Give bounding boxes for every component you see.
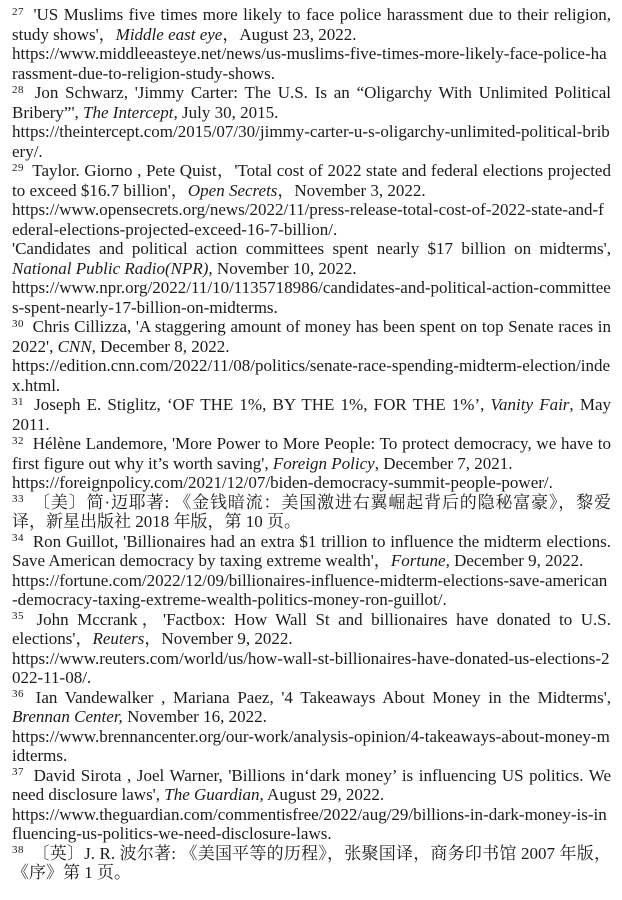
footnote-number: 29: [12, 161, 24, 174]
footnote-34: [12, 532, 611, 610]
footnote-29: [12, 161, 611, 239]
footnote-number: 37: [12, 766, 24, 778]
footnote-number: 32: [12, 434, 24, 447]
footnote-38: [12, 844, 611, 883]
footnote-text: Chris Cillizza, 'A staggering amount of money has been spent on top Senate races in 2022',: [12, 317, 611, 356]
footnote-text: ，November 3, 2022.: [277, 180, 426, 200]
footnote-text: November 10, 2022.: [212, 258, 357, 278]
footnote-url: https://www.reuters.com/world/us/how-wall-st-billionaires-have-donated-us-elections-2022-11-08/.: [12, 648, 610, 687]
footnote-32: [12, 434, 611, 493]
footnote-number: 28: [12, 83, 24, 96]
footnote-url: https://www.npr.org/2022/11/10/1135718986/candidates-and-political-action-committees-spent-nearly-17-billion-on-midterms.: [12, 278, 611, 317]
footnote-text: Jon Schwarz, 'Jimmy Carter: The U.S. Is an “Oligarchy With Unlimited Political Bribery”',: [12, 83, 612, 122]
footnote-33: [12, 493, 611, 532]
footnote-text: David Sirota , Joel Warner, 'Billions in‘dark money’ is influencing US politics. We need disclosure laws',: [12, 765, 611, 804]
work-title: Open Secrets: [187, 180, 278, 200]
footnote-text: July 30, 2015.: [177, 102, 279, 122]
footnote-text: August 29, 2022.: [263, 785, 385, 804]
footnote-text: Joseph E. Stiglitz, ‘OF THE 1%, BY THE 1%, FOR THE 1%’,: [34, 395, 491, 414]
work-title: CNN: [57, 336, 92, 356]
footnote-number: 33: [12, 493, 24, 505]
footnote-url: https://foreignpolicy.com/2021/12/07/biden-democracy-summit-people-power/.: [12, 473, 553, 492]
footnote-text: Taylor. Giorno , Pete Quist，'Total cost of 2022 state and federal elections projected to exceed $16.7 billion'，: [12, 161, 611, 200]
footnote-text: 'Candidates and political action committees spent nearly $17 billion on midterms',: [12, 239, 611, 258]
work-title: Reuters: [92, 629, 145, 648]
work-title: The Intercept,: [83, 102, 178, 122]
footnote-entry-3: [12, 239, 611, 317]
footnote-text: Ron Guillot, 'Billionaires had an extra $1 trillion to influence the midterm elections. Save American democracy by taxing extreme wealth'，: [12, 531, 611, 570]
work-title: Brennan Center,: [12, 707, 123, 726]
footnote-35: [12, 610, 611, 688]
footnote-url: https://www.brennancenter.org/our-work/analysis-opinion/4-takeaways-about-money-midterms.: [12, 726, 610, 765]
footnote-text: ，August 23, 2022.: [222, 24, 357, 44]
footnote-text: Ian Vandewalker , Mariana Paez, '4 Takeaways About Money in the Midterms',: [35, 687, 612, 707]
footnote-30: [12, 317, 611, 395]
work-title: Foreign Policy: [272, 453, 375, 473]
footnote-url: https://www.theguardian.com/commentisfree/2022/aug/29/billions-in-dark-money-is-influencing-us-politics-we-need-disclosure-laws.: [12, 804, 607, 843]
footnote-url: https://edition.cnn.com/2022/11/08/politics/senate-race-spending-midterm-election/index.html.: [12, 356, 610, 395]
footnote-text: ，November 9, 2022.: [144, 629, 293, 648]
footnote-text: Hélène Landemore, 'More Power to More People: To protect democracy, we have to first figure out why it’s worth saving',: [12, 434, 612, 473]
work-title: Middle east eye: [115, 24, 223, 44]
footnote-27: [12, 5, 611, 83]
footnote-url: https://www.opensecrets.org/news/2022/11/press-release-total-cost-of-2022-state-and-federal-elections-projected-exceed-16-7-billion/.: [12, 200, 604, 239]
footnote-text: , December 8, 2022.: [91, 336, 230, 356]
footnote-28: [12, 83, 611, 161]
footnote-text: , May 2011.: [12, 395, 612, 434]
footnote-number: 35: [12, 610, 24, 622]
work-title: The Guardian,: [164, 785, 264, 804]
footnote-text: November 16, 2022.: [122, 707, 267, 726]
footnote-number: 34: [12, 532, 24, 544]
footnote-number: 38: [12, 844, 24, 856]
footnote-text: , December 7, 2021.: [374, 453, 513, 473]
footnote-37: [12, 766, 611, 844]
footnote-url: https://www.middleeasteye.net/news/us-muslims-five-times-more-likely-face-police-harassment-due-to-religion-study-shows.: [12, 44, 607, 83]
work-title: Vanity Fair: [490, 395, 570, 414]
work-title: National Public Radio(NPR),: [12, 258, 213, 278]
footnote-36: [12, 688, 611, 766]
footnote-number: 36: [12, 688, 24, 700]
footnote-list: [12, 5, 611, 883]
footnote-url: https://fortune.com/2022/12/09/billionaires-influence-midterm-elections-save-american-democracy-taxing-extreme-wealth-politics-money-ron-guillot/.: [12, 570, 608, 609]
footnote-31: [12, 395, 611, 434]
footnote-number: 27: [12, 5, 24, 18]
footnote-text: December 9, 2022.: [449, 551, 584, 570]
footnote-number: 30: [12, 317, 24, 330]
footnote-text: 〔英〕J. R. 波尔著: 《美国平等的历程》，张聚国译，商务印书馆 2007 年版，《序》第 1 页。: [12, 843, 611, 882]
footnote-number: 31: [12, 395, 24, 408]
footnote-url: https://theintercept.com/2015/07/30/jimmy-carter-u-s-oligarchy-unlimited-political-bribery/.: [12, 122, 610, 161]
footnote-text: 〔美〕简·迈耶著: 《金钱暗流：美国激进右翼崛起背后的隐秘富豪》，黎爱译，新星出版社 2018 年版，第 10 页。: [12, 492, 611, 531]
footnote-text: 'US Muslims five times more likely to face police harassment due to their religion, study shows'，: [12, 5, 612, 44]
work-title: Fortune,: [390, 551, 450, 570]
footnote-text: John Mccrank，'Factbox: How Wall St and billionaires have donated to U.S. elections'，: [12, 609, 611, 648]
